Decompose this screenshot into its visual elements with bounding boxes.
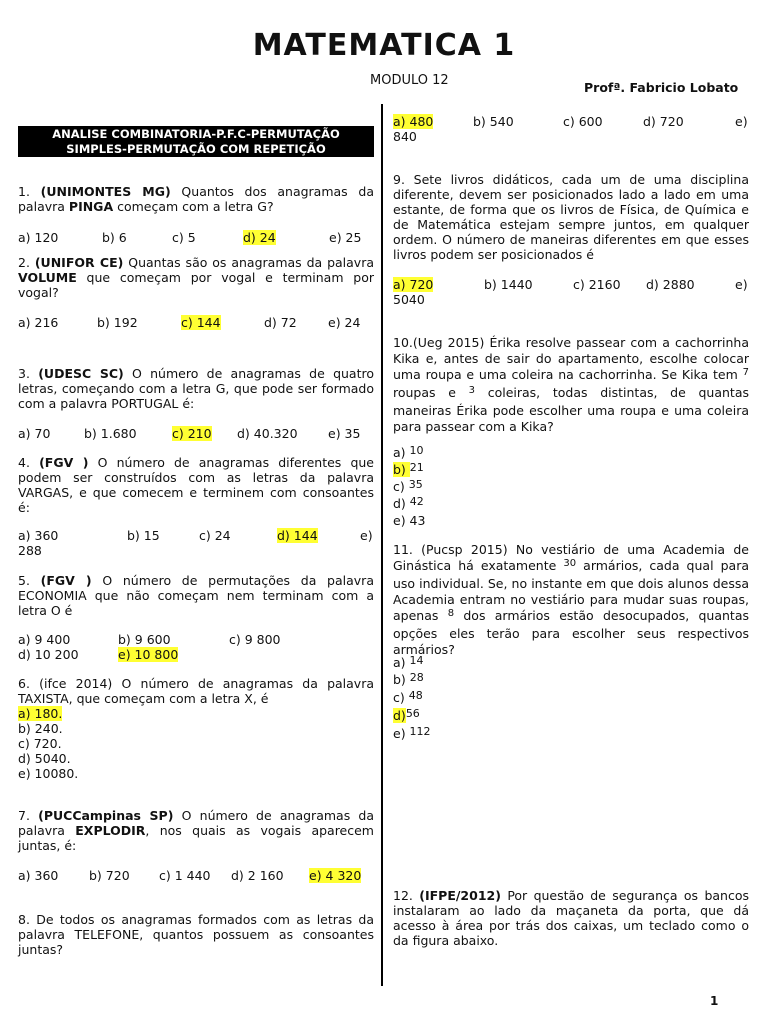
q5-source: (FGV ) (40, 573, 92, 588)
q9-option-a: a) 720 (393, 277, 434, 292)
question-4 (18, 455, 374, 515)
q10-option-b-value: 21 (409, 461, 424, 474)
module-label: MODULO 12 (370, 73, 449, 88)
q10-option-a-value: 10 (409, 444, 424, 457)
q1-word: PINGA (68, 199, 114, 214)
q6-option-c: c) 720. (18, 736, 62, 751)
q1-text-end: começam com a letra G? (113, 199, 274, 214)
q10-text: 10.(Ueg 2015) Érika resolve passear com a cachorrinha Kika e, antes de sair do apartamento, escolhe colocar uma roupa e uma coleira na cachorrinha. Se Kika tem (393, 335, 749, 382)
q1-source: (UNIMONTES MG) (40, 184, 171, 199)
q11-option-a: a) 14 (393, 654, 424, 670)
q8-option-e-value: 840 (393, 129, 417, 144)
q4-option-b: b) 15 (127, 528, 160, 543)
q2-option-d: d) 72 (264, 315, 297, 330)
q11-number-armarios: 30 (563, 558, 577, 569)
q4-number: 4. (18, 455, 40, 470)
q11-option-c-value: 48 (408, 689, 423, 702)
q8-text: 8. De todos os anagramas formados com as letras da palavra TELEFONE, quantos possuem as consoantes juntas? (18, 912, 374, 957)
q10-option-d: d) 42 (393, 495, 424, 511)
q10-number-coleiras: 3 (468, 385, 476, 396)
q7-text: O número de anagramas da palavra (18, 808, 374, 838)
q9-option-b: b) 1440 (484, 277, 533, 292)
q7-number: 7. (18, 808, 39, 823)
q10-text-end: coleiras, todas distintas, de quantas maneiras Érika pode escolher uma roupa e uma coleira para passear com a Kika? (393, 385, 749, 434)
q11-option-d: d)56 (393, 707, 420, 723)
q7-option-d: d) 2 160 (231, 868, 284, 883)
q7-option-e: e) 4 320 (309, 868, 362, 883)
q4-option-e-value: 288 (18, 543, 42, 558)
q2-source: (UNIFOR CE) (34, 255, 124, 270)
q7-source: (PUCCampinas SP) (38, 808, 174, 823)
q5-option-c: c) 9 800 (229, 632, 281, 647)
q10-option-e: e) 43 (393, 513, 426, 528)
q10-option-c-value: 35 (408, 478, 423, 491)
q4-option-c: c) 24 (199, 528, 231, 543)
q10-option-d-value: 42 (409, 495, 424, 508)
q8-option-d: d) 720 (643, 114, 684, 129)
topic-banner (18, 126, 374, 157)
q4-option-d: d) 144 (277, 528, 318, 543)
q11-option-a-value: 14 (409, 654, 424, 667)
q12-number: 12. (393, 888, 420, 903)
q6-option-d: d) 5040. (18, 751, 71, 766)
q2-option-a: a) 216 (18, 315, 59, 330)
q7-word: EXPLODIR (75, 823, 146, 838)
q8-option-b: b) 540 (473, 114, 514, 129)
q7-option-c: c) 1 440 (159, 868, 211, 883)
q7-option-a: a) 360 (18, 868, 59, 883)
q5-option-b: b) 9 600 (118, 632, 171, 647)
q10-option-c: c) 35 (393, 478, 423, 494)
q6-text: 6. (ifce 2014) O número de anagramas da palavra TAXISTA, que começam com a letra X, é (18, 676, 374, 706)
q8-option-c: c) 600 (563, 114, 603, 129)
banner-line-1: ANALISE COMBINATORIA-P.F.C-PERMUTAÇÃO (52, 127, 340, 141)
q1-text: Quantos dos anagramas da palavra (18, 184, 374, 214)
q8-option-e: e) (735, 114, 748, 129)
q1-option-a: a) 120 (18, 230, 59, 245)
q3-number: 3. (18, 366, 39, 381)
q11-option-d-value: 56 (405, 707, 420, 720)
q12-text: Por questão de segurança os bancos instalaram ao lado da maçaneta da porta, que dá acesso à área por trás dos caixas, um teclado como o da figura abaixo. (393, 888, 749, 948)
q3-option-d: d) 40.320 (237, 426, 298, 441)
q5-text: O número de permutações da palavra ECONOMIA que não começam nem terminam com a letra O é (18, 573, 374, 618)
question-2 (18, 255, 374, 300)
question-11 (393, 542, 749, 658)
question-10 (393, 335, 749, 435)
q5-number: 5. (18, 573, 41, 588)
q11-text: 11. (Pucsp 2015) No vestiário de uma Academia de Ginástica há exatamente (393, 542, 749, 573)
page-number: 1 (710, 994, 719, 1008)
q2-number: 2. (18, 255, 35, 270)
question-8 (18, 912, 374, 957)
q11-text-mid: armários, cada qual para uso individual. Se, no instante em que dois alunos dessa Academia entram no vestiário para mudar suas roupas, apenas (393, 558, 749, 623)
page-title: MATEMATICA 1 (252, 28, 516, 63)
question-3 (18, 366, 374, 411)
q5-option-d: d) 10 200 (18, 647, 79, 662)
q1-option-e: e) 25 (329, 230, 362, 245)
q11-option-c: c) 48 (393, 689, 423, 705)
q9-option-e-value: 5040 (393, 292, 425, 307)
q6-option-e: e) 10080. (18, 766, 79, 781)
q11-text-end: dos armários estão desocupados, quantas opções eles terão para escolher seus respectivos armários? (393, 608, 749, 657)
question-6 (18, 676, 374, 706)
question-9 (393, 172, 749, 262)
question-7 (18, 808, 374, 853)
q10-number-roupas: 7 (742, 367, 749, 378)
q11-option-b: b) 28 (393, 671, 424, 687)
q6-option-b: b) 240. (18, 721, 63, 736)
q2-text: Quantas são os anagramas da palavra (123, 255, 374, 270)
q3-option-e: e) 35 (328, 426, 361, 441)
q2-word: VOLUME (18, 270, 77, 285)
q10-option-a: a) 10 (393, 444, 424, 460)
q2-option-b: b) 192 (97, 315, 138, 330)
q9-option-c: c) 2160 (573, 277, 621, 292)
q3-text: O número de anagramas de quatro letras, começando com a letra G, que pode ser formado com a palavra PORTUGAL é: (18, 366, 374, 411)
q4-source: (FGV ) (39, 455, 89, 470)
q4-option-a: a) 360 (18, 528, 59, 543)
column-divider (381, 104, 383, 986)
q3-source: (UDESC SC) (38, 366, 124, 381)
q6-option-a: a) 180. (18, 706, 63, 721)
question-1 (18, 184, 374, 214)
q1-option-d: d) 24 (243, 230, 276, 245)
q11-option-b-value: 28 (409, 671, 424, 684)
q3-option-b: b) 1.680 (84, 426, 137, 441)
q10-text-mid: roupas e (393, 385, 469, 400)
q2-option-e: e) 24 (328, 315, 361, 330)
q11-option-e: e) 112 (393, 725, 431, 741)
q9-option-d: d) 2880 (646, 277, 695, 292)
q2-option-c: c) 144 (181, 315, 221, 330)
q11-option-e-value: 112 (409, 725, 431, 738)
q7-option-b: b) 720 (89, 868, 130, 883)
q9-option-e: e) (735, 277, 748, 292)
question-12 (393, 888, 749, 948)
q7-text-end: , nos quais as vogais aparecem juntas, é: (18, 823, 374, 853)
q9-text: 9. Sete livros didáticos, cada um de uma disciplina diferente, devem ser posicionados lado a lado em uma estante, de forma que os livros de Física, de Química e de Matemática estejam sempre juntos, em qualquer ordem. O número de maneiras diferentes em que esses livros podem ser posicionados é (393, 172, 749, 262)
q2-text-end: que começam por vogal e terminam por vogal? (18, 270, 374, 300)
q1-option-c: c) 5 (172, 230, 196, 245)
q12-source: (IFPE/2012) (419, 888, 501, 903)
author-label: Profª. Fabricio Lobato (584, 80, 739, 95)
question-5 (18, 573, 374, 618)
q11-number-desocupados: 8 (447, 608, 455, 619)
q5-option-a: a) 9 400 (18, 632, 71, 647)
q1-option-b: b) 6 (102, 230, 127, 245)
q1-number: 1. (18, 184, 41, 199)
q10-option-b: b) 21 (393, 461, 424, 477)
q4-text: O número de anagramas diferentes que podem ser construídos com as letras da palavra VARGAS, e que comecem e terminem com consoantes é: (18, 455, 374, 515)
q3-option-c: c) 210 (172, 426, 212, 441)
q5-option-e: e) 10 800 (118, 647, 179, 662)
q6-options (18, 706, 78, 781)
q3-option-a: a) 70 (18, 426, 51, 441)
q8-option-a: a) 480 (393, 114, 434, 129)
q4-option-e: e) (360, 528, 373, 543)
banner-line-2: SIMPLES-PERMUTAÇÃO COM REPETIÇÃO (66, 141, 326, 156)
